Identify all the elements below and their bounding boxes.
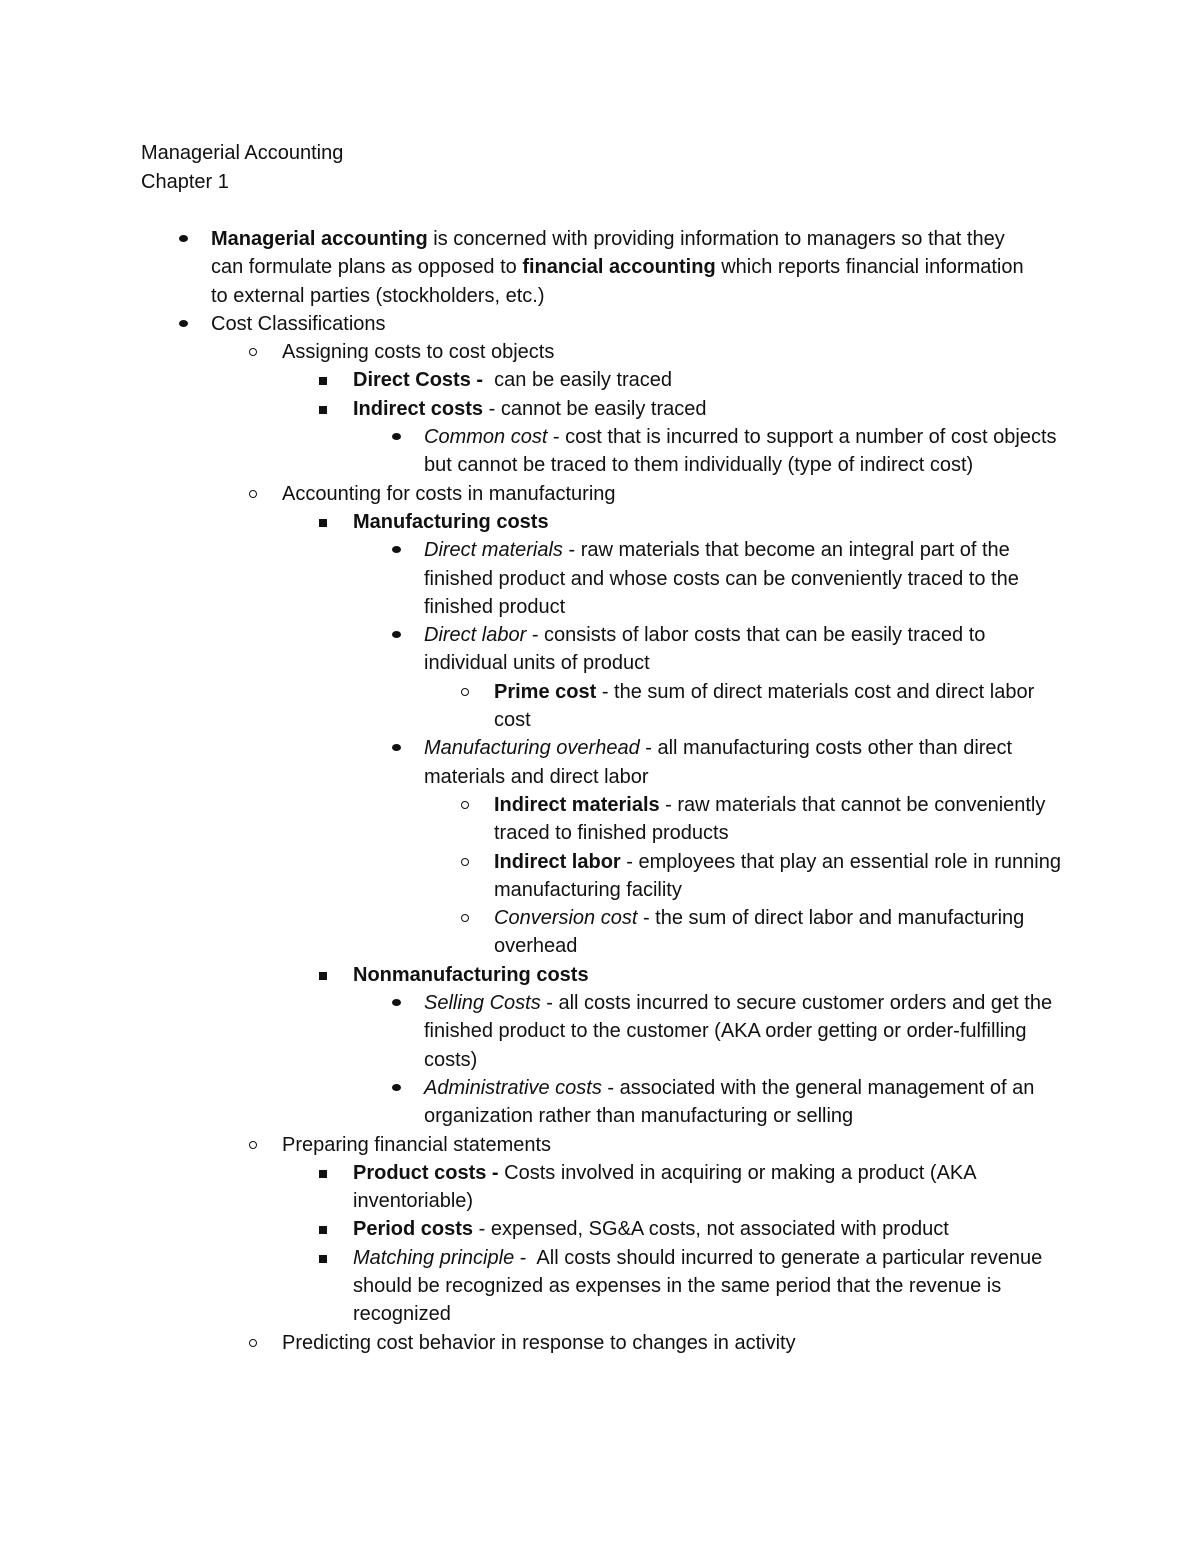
list-item-text: Preparing financial statements [282, 1133, 552, 1156]
list-item-text: can be easily traced [483, 369, 673, 392]
document-header [141, 139, 343, 196]
term-bold: Indirect costs [353, 397, 484, 420]
list-item-text: - consists of labor costs that can be easily traced to individual units of product [424, 624, 991, 675]
term-italic: Common cost [424, 426, 548, 449]
list-item-text: - raw materials that cannot be conveniently traced to finished products [494, 793, 1051, 845]
filled-circle-bullet-icon [179, 235, 188, 242]
term-bold: Manufacturing costs [353, 510, 549, 533]
list-item [424, 989, 1064, 1074]
term-bold: Indirect materials [494, 793, 660, 816]
filled-circle-bullet-icon [179, 320, 188, 327]
list-item [353, 1215, 1058, 1243]
hollow-circle-bullet-icon [249, 490, 257, 498]
term-bold: Prime cost [494, 680, 597, 703]
square-bullet-icon [319, 1170, 327, 1178]
list-item [353, 395, 1058, 423]
list-item-text: - employees that play an essential role in running manufacturing facility [494, 850, 1067, 901]
hollow-circle-bullet-icon [461, 801, 469, 809]
filled-circle-bullet-icon [392, 1084, 401, 1091]
list-item [424, 621, 1064, 678]
hollow-circle-bullet-icon [249, 348, 257, 356]
term-bold: Direct Costs - [353, 369, 484, 392]
list-item-text: - the sum of direct materials cost and direct labor cost [494, 680, 1040, 732]
list-item-text: which reports financial information to external parties (stockholders, etc.) [211, 256, 1030, 307]
term-bold: Nonmanufacturing costs [353, 963, 589, 986]
list-item [353, 1159, 1058, 1216]
list-item [353, 508, 1058, 536]
square-bullet-icon [319, 406, 327, 414]
list-item-text: - raw materials that become an integral part of the finished product and whose costs can be conveniently traced to the finished product [424, 539, 1025, 618]
square-bullet-icon [319, 1226, 327, 1234]
list-item-text: Costs involved in acquiring or making a product (AKA inventoriable) [353, 1161, 982, 1213]
list-item-text: - cost that is incurred to support a number of cost objects but cannot be traced to them individually (type of indirect cost) [424, 426, 1063, 477]
list-item-text: - cannot be easily traced [483, 397, 707, 420]
hollow-circle-bullet-icon [461, 914, 469, 922]
filled-circle-bullet-icon [392, 744, 401, 751]
term-italic: Manufacturing overhead [424, 737, 640, 760]
list-item [424, 734, 1064, 791]
square-bullet-icon [319, 972, 327, 980]
list-item [353, 366, 1058, 394]
list-item-text: Accounting for costs in manufacturing [282, 482, 616, 505]
list-item-text: is concerned with providing information to managers so that they can formulate plans as opposed to [211, 228, 1011, 279]
list-item-text: Predicting cost behavior in response to changes in activity [282, 1331, 796, 1354]
list-item-text: - the sum of direct labor and manufacturing overhead [494, 907, 1030, 958]
term-bold: Product costs - [353, 1161, 499, 1184]
term-bold: Managerial accounting [211, 228, 428, 250]
list-item-text: - associated with the general management of an organization rather than manufacturing or selling [424, 1076, 1040, 1128]
filled-circle-bullet-icon [392, 999, 401, 1006]
term-italic: Conversion cost [494, 907, 638, 930]
list-item [353, 961, 1058, 989]
list-item [353, 1244, 1058, 1329]
filled-circle-bullet-icon [392, 631, 401, 638]
list-item [282, 1329, 1062, 1357]
list-item [424, 536, 1064, 621]
term-bold: Indirect labor [494, 850, 621, 873]
list-item [211, 225, 1041, 310]
list-item [282, 480, 1062, 508]
list-item [282, 1131, 1062, 1159]
list-item [282, 338, 1062, 366]
term-bold: financial accounting [522, 256, 716, 279]
list-item [494, 678, 1064, 735]
term-italic: Direct materials [424, 539, 563, 562]
list-item [424, 1074, 1064, 1131]
filled-circle-bullet-icon [392, 433, 401, 440]
list-item-text: - expensed, SG&A costs, not associated with product [473, 1218, 949, 1241]
hollow-circle-bullet-icon [461, 858, 469, 866]
filled-circle-bullet-icon [392, 546, 401, 553]
term-italic: Matching principle [353, 1246, 515, 1269]
list-item [494, 791, 1064, 848]
list-item-text: - all costs incurred to secure customer orders and get the finished product to the customer (AKA order getting or order-fulfilling costs) [424, 992, 1058, 1071]
square-bullet-icon [319, 377, 327, 385]
term-italic: Selling Costs [424, 992, 541, 1015]
square-bullet-icon [319, 519, 327, 527]
hollow-circle-bullet-icon [249, 1141, 257, 1149]
square-bullet-icon [319, 1255, 327, 1263]
document-title: Managerial Accounting [141, 142, 344, 164]
list-item-text: - All costs should incurred to generate a particular revenue should be recognized as expenses in the same period that the revenue is recognized [353, 1246, 1048, 1326]
list-item-text: - all manufacturing costs other than direct materials and direct labor [424, 737, 1018, 788]
notes-list [0, 225, 1200, 1357]
hollow-circle-bullet-icon [249, 1339, 257, 1347]
hollow-circle-bullet-icon [461, 688, 469, 696]
list-item [494, 904, 1064, 961]
list-item [424, 423, 1064, 480]
chapter-label: Chapter 1 [141, 170, 229, 193]
list-item [211, 310, 1041, 338]
term-italic: Direct labor [424, 624, 527, 647]
term-italic: Administrative costs [424, 1076, 602, 1099]
list-item [494, 848, 1067, 905]
term-bold: Period costs [353, 1218, 474, 1241]
list-item-text: Assigning costs to cost objects [282, 341, 555, 364]
list-item-text: Cost Classifications [211, 312, 386, 335]
